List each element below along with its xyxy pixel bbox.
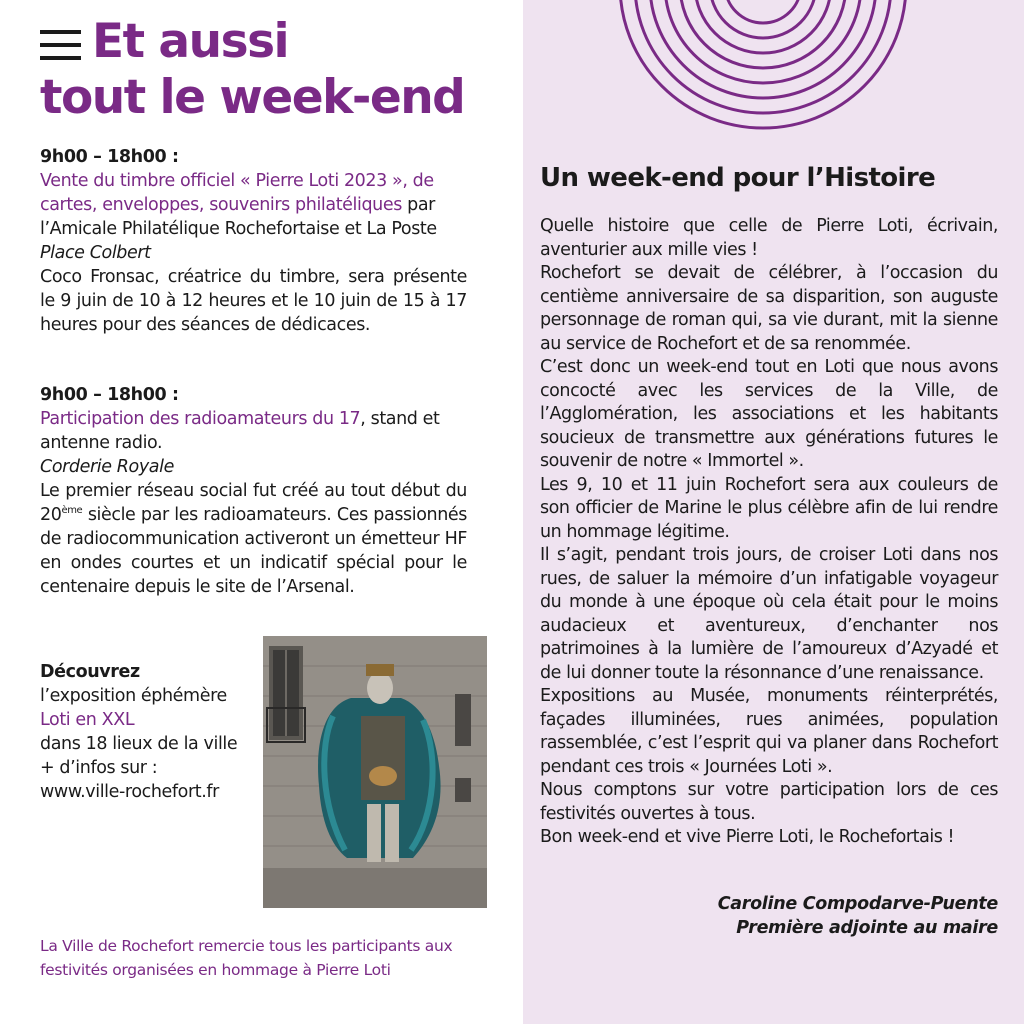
discover-heading: Découvrez bbox=[40, 662, 140, 682]
editorial-paragraph: Expositions au Musée, monuments réinterprétés, façades illuminées, rues animées, population rassemblée, c’est l’esprit qui va planer dans Rochefort pendant ces trois « Journées Loti ». bbox=[540, 686, 998, 777]
signature bbox=[718, 892, 998, 940]
editorial-title: Un week-end pour l’Histoire bbox=[540, 163, 936, 193]
discover-line: l’exposition éphémère bbox=[40, 686, 227, 706]
thanks-note: La Ville de Rochefort remercie tous les participants aux festivités organisées en hommage à Pierre Loti bbox=[40, 937, 453, 979]
event-time: 9h00 – 18h00 : bbox=[40, 385, 179, 405]
editorial-body bbox=[540, 215, 998, 850]
exhibition-link[interactable]: Loti en XXL bbox=[40, 710, 135, 730]
superscript: ème bbox=[61, 505, 83, 517]
signature-name: Caroline Compodarve-Puente bbox=[717, 894, 998, 914]
page-title-line1: Et aussi bbox=[92, 14, 289, 69]
signature-role: Première adjointe au maire bbox=[736, 918, 998, 938]
editorial-paragraph: Les 9, 10 et 11 juin Rochefort sera aux couleurs de son officier de Marine le plus célèbre afin de lui rendre un hommage légitime. bbox=[540, 474, 998, 542]
right-column bbox=[523, 0, 1024, 1024]
discover-line: + d’infos sur : bbox=[40, 758, 158, 778]
concentric-rings-decoration bbox=[618, 0, 908, 130]
event-organizer: par l’Amicale Philatélique Rochefortaise et La Poste bbox=[40, 195, 437, 239]
event-description bbox=[40, 479, 467, 599]
event-description-part2: siècle par les radioamateurs. Ces passionnés de radiocommunication activeront un émetteur HF en ondes courtes et un indicatif spécial pour le centenaire depuis le site de l’Arsenal. bbox=[40, 505, 467, 597]
event-summary bbox=[40, 407, 467, 455]
discover-block bbox=[40, 660, 260, 804]
event-place: Corderie Royale bbox=[40, 457, 174, 477]
event-stamp-sale bbox=[40, 145, 467, 337]
editorial-paragraph: Nous comptons sur votre participation lors de ces festivités ouvertes à tous. bbox=[540, 780, 998, 824]
editorial-paragraph: C’est donc un week-end tout en Loti que nous avons concocté avec les services de la Ville, de l’Agglomération, les associations et les habitants soucieux de transmettre aux générations futures le souvenir de notre « Immortel ». bbox=[540, 357, 998, 471]
event-description-part1: Le premier réseau social fut créé au tout début du 20 bbox=[40, 481, 467, 525]
event-summary bbox=[40, 169, 467, 241]
page-title-line2: tout le week-end bbox=[40, 70, 465, 125]
event-highlight: Participation des radioamateurs du 17 bbox=[40, 409, 361, 429]
editorial-paragraph: Rochefort se devait de célébrer, à l’occasion du centième anniversaire de sa disparition, son auguste personnage de roman qui, sa vie durant, mit la sienne au service de Rochefort et de sa renommée. bbox=[540, 263, 998, 354]
editorial-paragraph: Bon week-end et vive Pierre Loti, le Rochefortais ! bbox=[540, 827, 955, 847]
editorial-paragraph: Il s’agit, pendant trois jours, de croiser Loti dans nos rues, de saluer la mémoire d’un infatigable voyageur du monde à une époque où cela était pour le moins audacieux et aventureux, d’enchanter nos patrimoines à la lumière de l’amoureux d’Azyadé et de lui donner toute la résonnance d’une renaissance. bbox=[540, 545, 998, 683]
event-place: Place Colbert bbox=[40, 243, 151, 263]
editorial-paragraph: Quelle histoire que celle de Pierre Loti, écrivain, aventurier aux mille vies ! bbox=[540, 216, 998, 260]
loti-statue-photo bbox=[263, 636, 487, 908]
page-title bbox=[40, 14, 510, 126]
event-highlight: Vente du timbre officiel « Pierre Loti 2023 », de cartes, enveloppes, souvenirs philatéliques bbox=[40, 171, 434, 215]
website-link[interactable]: www.ville-rochefort.fr bbox=[40, 782, 219, 802]
event-description: Coco Fronsac, créatrice du timbre, sera présente le 9 juin de 10 à 12 heures et le 10 juin de 15 à 17 heures pour des séances de dédicaces. bbox=[40, 267, 467, 335]
event-radio bbox=[40, 383, 467, 599]
event-time: 9h00 – 18h00 : bbox=[40, 147, 179, 167]
event-details: , stand et antenne radio. bbox=[40, 409, 440, 453]
discover-line: dans 18 lieux de la ville bbox=[40, 734, 238, 754]
